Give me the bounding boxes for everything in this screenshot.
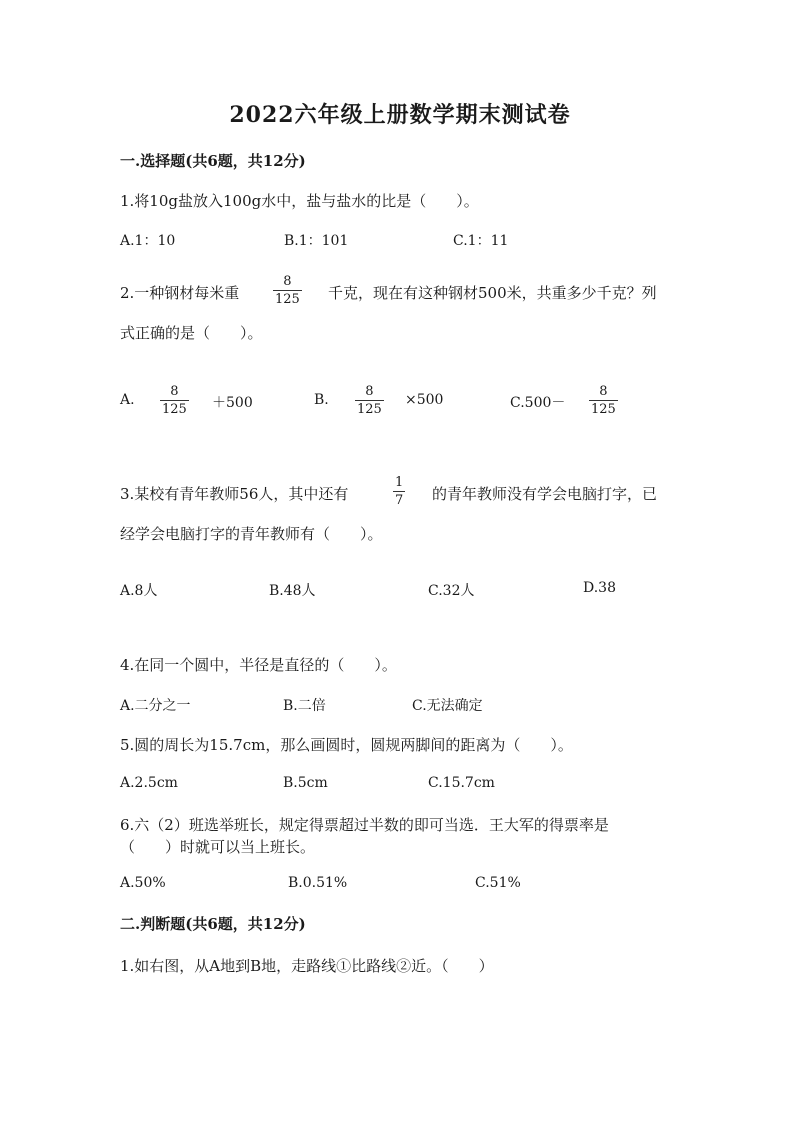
question-5-option-a: A.2.5cm: [120, 775, 178, 791]
fraction-numerator: 1: [395, 475, 404, 490]
fraction-bar: [273, 290, 302, 291]
fraction-numerator: 8: [283, 274, 292, 289]
question-3-option-d: D.38: [583, 580, 616, 596]
question-4-option-a: A.二分之一: [120, 698, 191, 714]
question-2-text-end: 千克，现在有这种钢材500米，共重多少千克？列: [328, 284, 657, 302]
question-6-option-c: C.51%: [475, 875, 521, 891]
fraction-numerator: 8: [170, 384, 179, 399]
fraction-bar: [160, 400, 189, 401]
fraction-denominator: 7: [395, 493, 404, 508]
question-2-option-b-rest: ×500: [405, 392, 444, 408]
question-3-option-b: B.48人: [269, 583, 316, 599]
question-4-option-c: C.无法确定: [412, 698, 483, 714]
question-4-option-b: B.二倍: [283, 698, 326, 714]
question-2-fraction: [273, 274, 302, 307]
question-6-option-b: B.0.51%: [288, 875, 348, 891]
question-2-option-c-fraction: [589, 384, 618, 417]
question-3-option-a: A.8人: [120, 583, 158, 599]
fraction-numerator: 8: [599, 384, 608, 399]
question-2-option-b-fraction: [355, 384, 384, 417]
section-heading-choice: 一.选择题(共6题，共12分): [120, 152, 306, 170]
question-2-option-a-rest: ＋500: [212, 395, 253, 411]
question-5-option-c: C.15.7cm: [428, 775, 495, 791]
question-3-text-end: 的青年教师没有学会电脑打字，已: [432, 485, 658, 503]
question-5-option-b: B.5cm: [283, 775, 328, 791]
fraction-denominator: 125: [591, 402, 616, 417]
judgment-1-text: 1.如右图，从A地到B地，走路线①比路线②近。（ ）: [120, 957, 494, 975]
question-5-text: 5.圆的周长为15.7cm，那么画圆时，圆规两脚间的距离为（ ）。: [120, 736, 573, 754]
question-1-option-b: B.1：101: [284, 233, 349, 249]
question-6-option-a: A.50%: [120, 875, 166, 891]
question-3-text-line2: 经学会电脑打字的青年教师有（ ）。: [120, 525, 383, 543]
fraction-denominator: 125: [275, 292, 300, 307]
question-1-option-c: C.1：11: [453, 233, 509, 249]
question-2-option-b-label: B.: [314, 392, 329, 408]
fraction-bar: [393, 491, 405, 492]
question-4-text: 4.在同一个圆中，半径是直径的（ ）。: [120, 656, 397, 674]
fraction-numerator: 8: [365, 384, 374, 399]
question-1-text: 1.将10g盐放入100g水中，盐与盐水的比是（ ）。: [120, 192, 479, 210]
fraction-denominator: 125: [357, 402, 382, 417]
question-2-option-c-label: C.500－: [510, 395, 566, 411]
question-6-text-line2: （ ）时就可以当上班长。: [120, 838, 316, 856]
fraction-denominator: 125: [162, 402, 187, 417]
fraction-bar: [589, 400, 618, 401]
question-2-option-a-fraction: [160, 384, 189, 417]
question-3-option-c: C.32人: [428, 583, 475, 599]
question-2-option-a-label: A.: [120, 392, 135, 408]
fraction-bar: [355, 400, 384, 401]
page-title: 2022六年级上册数学期末测试卷: [229, 102, 571, 128]
question-2-text-line2: 式正确的是（ ）。: [120, 324, 263, 342]
question-3-fraction: [393, 475, 405, 508]
question-3-text-start: 3.某校有青年教师56人，其中还有: [120, 485, 349, 503]
question-6-text: 6.六（2）班选举班长，规定得票超过半数的即可当选．王大军的得票率是: [120, 816, 609, 834]
section-heading-judgment: 二.判断题(共6题，共12分): [120, 915, 306, 933]
question-1-option-a: A.1：10: [120, 233, 176, 249]
question-2-text-start: 2.一种钢材每米重: [120, 284, 240, 302]
